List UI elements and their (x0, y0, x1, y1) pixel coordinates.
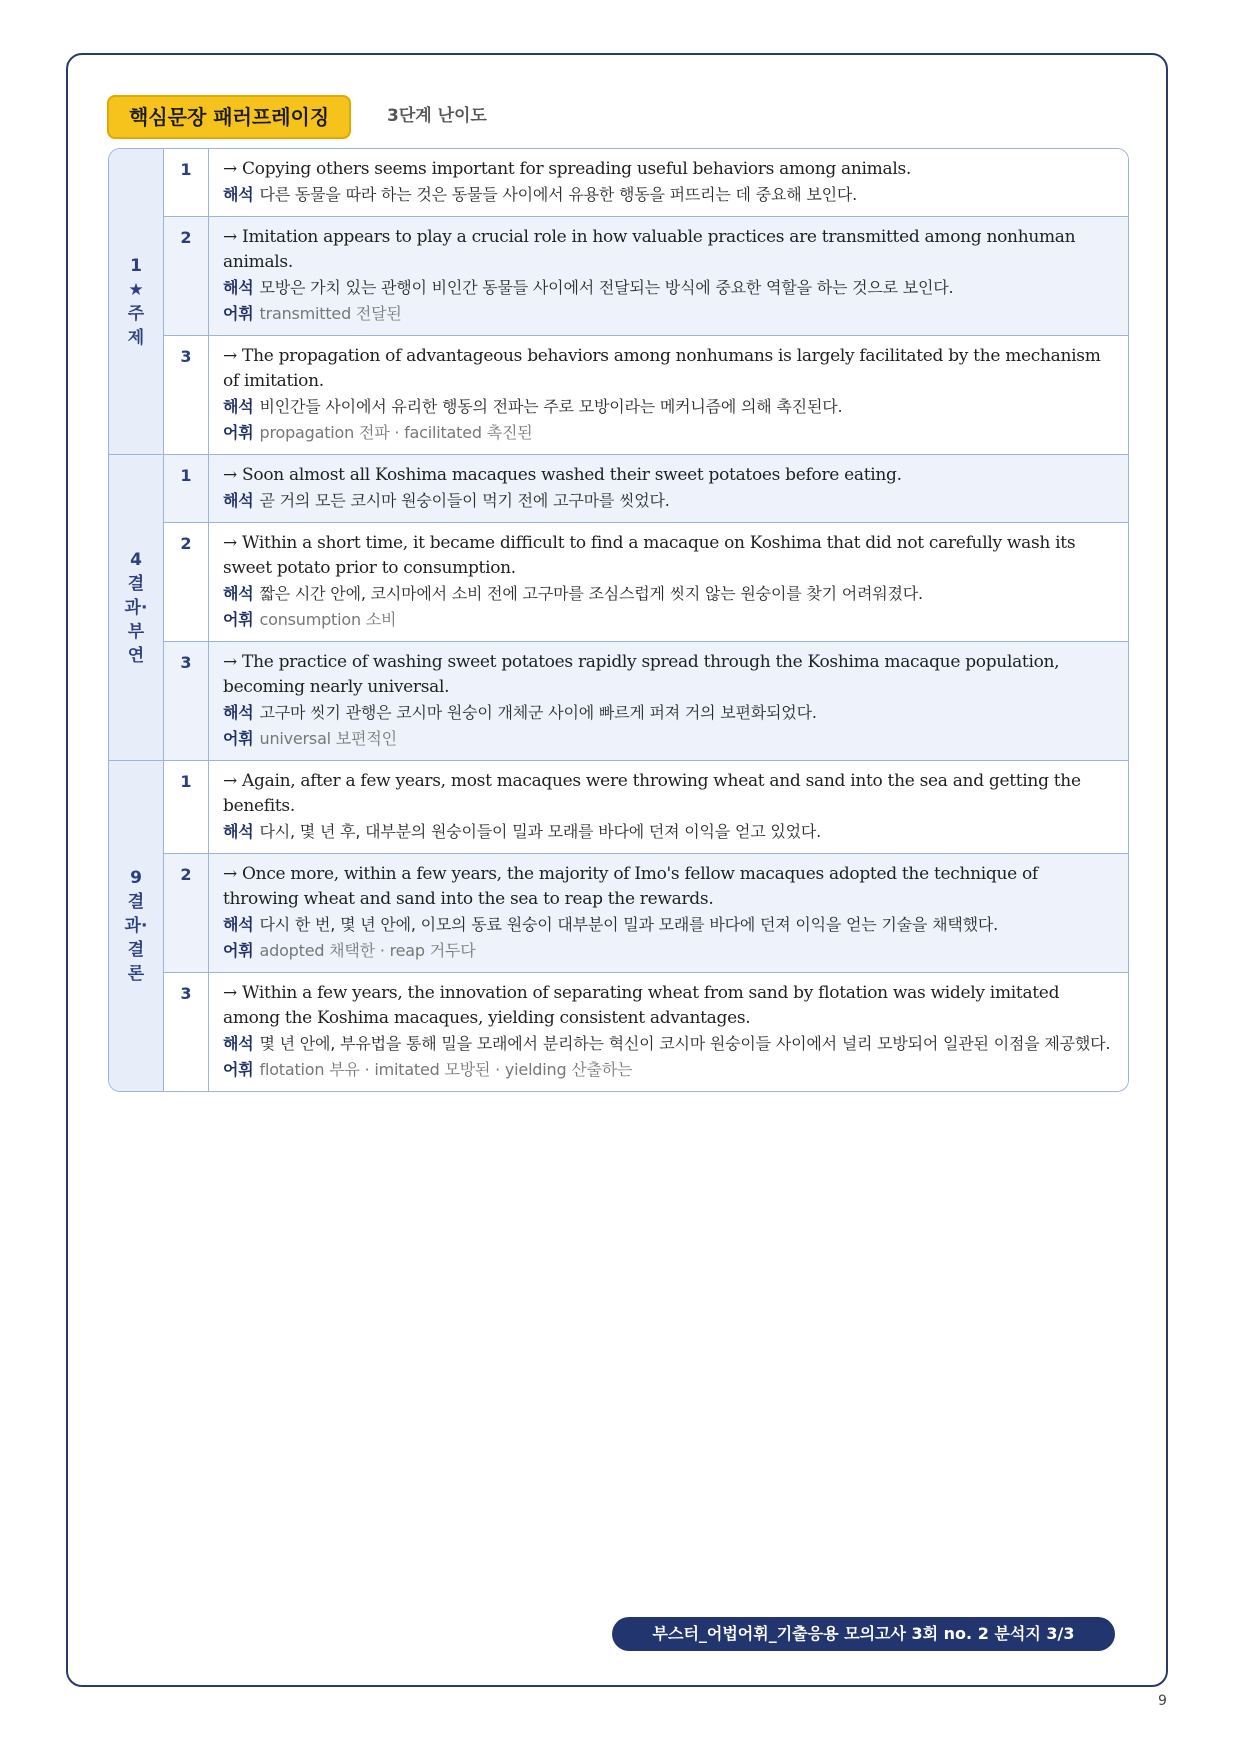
english-sentence: → Soon almost all Koshima macaques washed their sweet potatoes before eating. (223, 465, 902, 485)
group-label-char: 9 (130, 868, 142, 888)
translation-line (223, 912, 1114, 938)
row-number: 2 (164, 854, 209, 972)
row-number: 3 (164, 973, 209, 1091)
sentence-row (164, 641, 1128, 760)
translation-tag: 해석 (223, 822, 254, 841)
group-label-char: 과· (124, 597, 148, 618)
translation-line (223, 581, 1114, 607)
vocab-text: consumption 소비 (259, 610, 397, 629)
group-label-cell (109, 149, 164, 454)
vocab-text: adopted 채택한 · reap 거두다 (259, 941, 476, 960)
translation-line (223, 394, 1114, 420)
section-title: 핵심문장 패러프레이징 (107, 95, 351, 139)
english-sentence: → Within a short time, it became difficult to find a macaque on Koshima that did not carefully wash its sweet potato prior to consumption. (223, 533, 1076, 578)
sentence-row (164, 335, 1128, 454)
group-label-char: 주 (127, 303, 145, 324)
footer-label: 부스터_어법어휘_기출응용 모의고사 3회 no. 2 분석지 3/3 (612, 1617, 1115, 1651)
translation-text: 고구마 씻기 관행은 코시마 원숭이 개체군 사이에 빠르게 퍼져 거의 보편화되었다. (259, 703, 817, 722)
paraphrase-table (108, 148, 1129, 1092)
vocab-text: propagation 전파 · facilitated 촉진된 (259, 423, 533, 442)
row-number: 1 (164, 455, 209, 522)
translation-tag: 해석 (223, 915, 254, 934)
vocab-line (223, 726, 1114, 752)
group-label-char: 과· (124, 916, 148, 936)
english-sentence: → Once more, within a few years, the majority of Imo's fellow macaques adopted the technique of throwing wheat and sand into the sea to reap the rewards. (223, 864, 1038, 909)
vocab-text: transmitted 전달된 (259, 304, 402, 323)
group-label-char: 부 (127, 621, 145, 642)
english-sentence: → Within a few years, the innovation of separating wheat from sand by flotation was widely imitated among the Koshima macaques, yielding consistent advantages. (223, 983, 1060, 1028)
translation-tag: 해석 (223, 584, 254, 603)
english-sentence: → Imitation appears to play a crucial role in how valuable practices are transmitted among nonhuman animals. (223, 227, 1076, 272)
translation-tag: 해석 (223, 1034, 254, 1053)
group-label-char: 1 (130, 255, 142, 276)
vocab-tag: 어휘 (223, 304, 254, 323)
vocab-line (223, 301, 1114, 327)
translation-tag: 해석 (223, 703, 254, 722)
vocab-line (223, 420, 1114, 446)
row-number: 2 (164, 217, 209, 335)
translation-text: 짧은 시간 안에, 코시마에서 소비 전에 고구마를 조심스럽게 씻지 않는 원숭이를 찾기 어려워졌다. (259, 584, 923, 603)
group-label-char: 결 (127, 892, 145, 912)
sentence-row (164, 853, 1128, 972)
sentence-row (164, 149, 1128, 216)
translation-text: 비인간들 사이에서 유리한 행동의 전파는 주로 모방이라는 메커니즘에 의해 촉진된다. (259, 397, 843, 416)
translation-text: 다시 한 번, 몇 년 안에, 이모의 동료 원숭이 대부분이 밀과 모래를 바다에 던져 이익을 얻는 기술을 채택했다. (259, 915, 998, 934)
translation-text: 다른 동물을 따라 하는 것은 동물들 사이에서 유용한 행동을 퍼뜨리는 데 중요해 보인다. (259, 185, 857, 204)
group-result-conclusion (109, 760, 1128, 1091)
vocab-tag: 어휘 (223, 941, 254, 960)
group-label (128, 254, 144, 350)
translation-line (223, 275, 1114, 301)
translation-text: 곧 거의 모든 코시마 원숭이들이 먹기 전에 고구마를 씻었다. (259, 491, 670, 510)
translation-line (223, 488, 1114, 514)
row-number: 1 (164, 761, 209, 853)
page-number: 9 (1158, 1693, 1167, 1709)
vocab-line (223, 938, 1114, 964)
english-sentence: → The propagation of advantageous behaviors among nonhumans is largely facilitated by the mechanism of imitation. (223, 346, 1101, 391)
english-sentence: → Again, after a few years, most macaques were throwing wheat and sand into the sea and getting the benefits. (223, 771, 1081, 816)
row-number: 2 (164, 523, 209, 641)
vocab-line (223, 607, 1114, 633)
translation-line (223, 1031, 1114, 1057)
group-label-cell (109, 761, 164, 1091)
translation-text: 몇 년 안에, 부유법을 통해 밀을 모래에서 분리하는 혁신이 코시마 원숭이들 사이에서 널리 모방되어 일관된 이점을 제공했다. (259, 1034, 1111, 1053)
group-label-char: 론 (127, 964, 145, 984)
translation-tag: 해석 (223, 397, 254, 416)
english-sentence: → The practice of washing sweet potatoes rapidly spread through the Koshima macaque population, becoming nearly universal. (223, 652, 1060, 697)
difficulty-label: 3단계 난이도 (387, 106, 487, 126)
group-label (125, 866, 148, 986)
translation-tag: 해석 (223, 491, 254, 510)
translation-tag: 해석 (223, 278, 254, 297)
sentence-row (164, 972, 1128, 1091)
row-number: 1 (164, 149, 209, 216)
vocab-text: universal 보편적인 (259, 729, 397, 748)
sentence-row (164, 761, 1128, 853)
group-label-char: 결 (127, 940, 145, 960)
vocab-text: flotation 부유 · imitated 모방된 · yielding 산출하는 (259, 1060, 633, 1079)
vocab-tag: 어휘 (223, 610, 254, 629)
group-label-cell (109, 455, 164, 760)
vocab-tag: 어휘 (223, 729, 254, 748)
group-topic (109, 149, 1128, 454)
translation-line (223, 819, 1114, 845)
sentence-row (164, 216, 1128, 335)
english-sentence: → Copying others seems important for spreading useful behaviors among animals. (223, 159, 912, 179)
row-number: 3 (164, 336, 209, 454)
group-label-char: 연 (127, 645, 145, 666)
translation-tag: 해석 (223, 185, 254, 204)
vocab-tag: 어휘 (223, 1060, 254, 1079)
group-label-char: 제 (127, 327, 145, 348)
star-icon: ★ (128, 279, 144, 300)
translation-text: 다시, 몇 년 후, 대부분의 원숭이들이 밀과 모래를 바다에 던져 이익을 얻고 있었다. (259, 822, 821, 841)
row-number: 3 (164, 642, 209, 760)
group-result-elaboration (109, 454, 1128, 760)
sentence-row (164, 522, 1128, 641)
vocab-line (223, 1057, 1114, 1083)
vocab-tag: 어휘 (223, 423, 254, 442)
group-label-char: 4 (130, 549, 142, 570)
translation-line (223, 182, 1114, 208)
sentence-row (164, 455, 1128, 522)
translation-line (223, 700, 1114, 726)
group-label (125, 548, 148, 668)
translation-text: 모방은 가치 있는 관행이 비인간 동물들 사이에서 전달되는 방식에 중요한 역할을 하는 것으로 보인다. (259, 278, 954, 297)
group-label-char: 결 (127, 573, 145, 594)
